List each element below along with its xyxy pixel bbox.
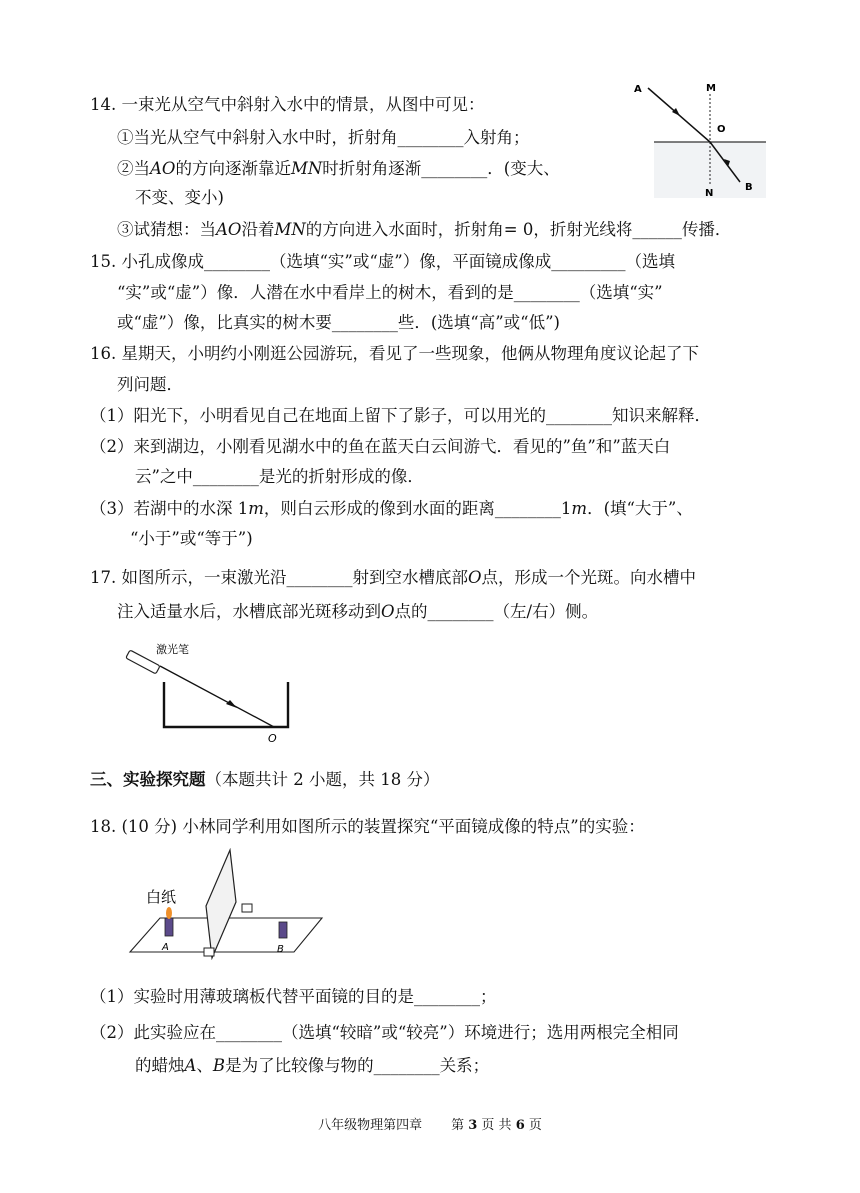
q17-line-1: 17. 如图所示，一束激光沿________射到空水槽底部O点，形成一个光斑。向水槽中 — [90, 568, 697, 587]
q16-part-1: （1）阳光下，小明看见自己在地面上留下了影子，可以用光的________知识来解释． — [90, 406, 711, 425]
laser-beam — [160, 666, 274, 727]
q17-line-2: 注入适量水后，水槽底部光斑移动到O点的________（左/右）侧。 — [117, 602, 599, 621]
white-paper-label: 白纸 — [146, 888, 177, 906]
water-tank — [164, 682, 288, 727]
candle-b-icon — [279, 922, 287, 938]
q16-part-2b: 云”之中________是光的折射形成的像． — [135, 467, 424, 486]
q15-line-3: 或“虚”）像，比真实的树木要________些．(选填“高”或“低”) — [117, 313, 560, 332]
q16-line-1: 16. 星期天，小明约小刚逛公园游玩，看见了一些现象，他俩从物理角度议论起了下 — [90, 344, 699, 363]
q14-line-3: 不变、变小) — [135, 188, 224, 207]
q14-stem: 14. 一束光从空气中斜射入水中的情景，从图中可见： — [90, 95, 485, 114]
laser-pen-label: 激光笔 — [156, 643, 189, 656]
q14-line-2: ②当AO的方向逐渐靠近MN时折射角逐渐________．(变大、 — [117, 159, 560, 178]
label-n: N — [705, 188, 714, 199]
label-b: B — [277, 944, 284, 955]
label-a: A — [634, 84, 642, 95]
q16-part-2a: （2）来到湖边，小刚看见湖水中的鱼在蓝天白云间游弋．看见的”鱼”和”蓝天白 — [90, 437, 671, 456]
q18-part-2b: 的蜡烛A、B是为了比较像与物的________关系； — [135, 1056, 490, 1075]
refraction-figure — [628, 78, 778, 202]
label-m: M — [706, 83, 716, 94]
q14-line-4: ③试猜想：当AO沿着MN的方向进入水面时，折射角= 0，折射光线将______传播． — [117, 220, 732, 239]
laser-tank-figure — [122, 640, 302, 748]
q14-line-1: ①当光从空气中斜射入水中时，折射角________入射角； — [117, 128, 530, 147]
laser-pen-icon — [126, 650, 160, 674]
laser-arrow — [226, 700, 237, 708]
q15-line-1: 15. 小孔成像成________（选填“实”或“虚”）像，平面镜成像成_________（选填 — [90, 252, 675, 271]
plane-mirror-figure — [124, 848, 324, 960]
q18-part-2a: （2）此实验应在________（选填“较暗”或“较亮”）环境进行；选用两根完全相同 — [90, 1023, 679, 1042]
plate-stand — [204, 948, 214, 956]
q18-stem: 18. (10 分) 小林同学利用如图所示的装置探究“平面镜成像的特点”的实验： — [90, 817, 645, 836]
q16-part-3b: “小于”或“等于”) — [130, 529, 253, 548]
section-3-heading: 三、实验探究题（本题共计 2 小题，共 18 分） — [90, 770, 440, 789]
q16-line-2: 列问题． — [117, 375, 183, 394]
label-b: B — [745, 182, 753, 193]
label-o: O — [717, 124, 726, 135]
candle-a-icon — [165, 907, 173, 936]
label-o: O — [268, 732, 277, 745]
candle-image-box — [242, 904, 252, 912]
label-a: A — [162, 942, 169, 953]
q18-part-1: （1）实验时用薄玻璃板代替平面镜的目的是________； — [90, 987, 497, 1006]
q15-line-2: “实”或“虚”）像．人潜在水中看岸上的树木，看到的是________（选填“实” — [117, 283, 663, 302]
q16-part-3a: （3）若湖中的水深 1m，则白云形成的像到水面的距离________1m．(填“大于”、 — [90, 499, 693, 518]
footer-course: 八年级物理第四章 — [318, 1118, 423, 1133]
page-footer: 八年级物理第四章 第 3 页 共 6 页 — [318, 1118, 542, 1133]
